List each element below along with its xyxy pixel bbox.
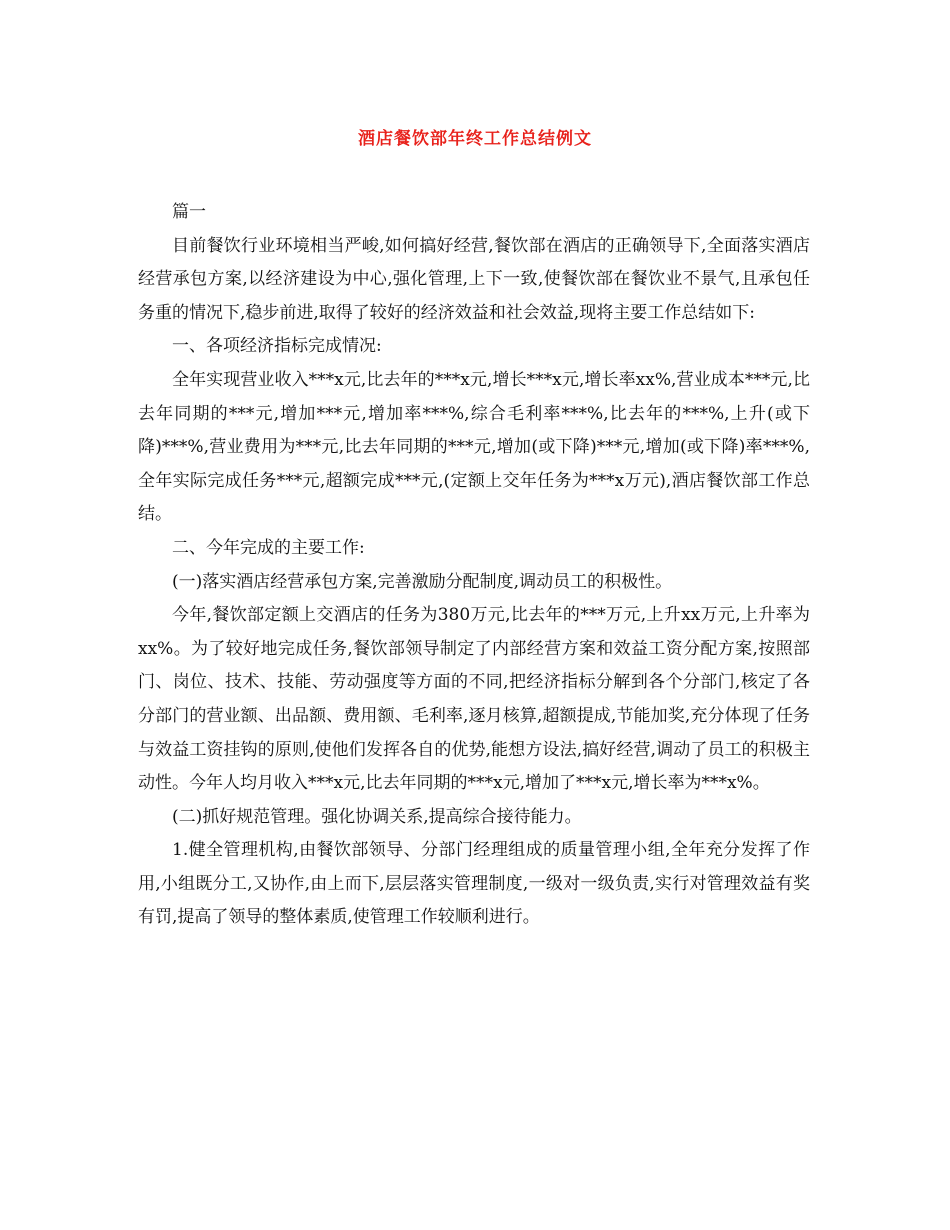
paragraph: 全年实现营业收入***x元,比去年的***x元,增长***x元,增长率xx%,营业成本***元,比去年同期的***元,增加***元,增加率***%,综合毛利率***%,比去年的***%,上升(或下降)***%,营业费用为***元,比去年同期的***元,增加(或下降)***元,增加(或下降)率***%,全年实际完成任务***元,超额完成***元,(定额上交年任务为***x万元),酒店餐饮部工作总结。 bbox=[138, 369, 810, 525]
paragraph: 篇一 bbox=[172, 202, 206, 222]
document-body bbox=[138, 196, 810, 935]
section-heading: 一、各项经济指标完成情况: bbox=[172, 336, 382, 357]
document-title: 酒店餐饮部年终工作总结例文 bbox=[358, 129, 592, 149]
paragraph: 今年,餐饮部定额上交酒店的任务为380万元,比去年的***万元,上升xx万元,上升率为xx%。为了较好地完成任务,餐饮部领导制定了内部经营方案和效益工资分配方案,按照部门、岗位、技术、技能、劳动强度等方面的不同,把经济指标分解到各个分部门,核定了各分部门的营业额、出品额、费用额、毛利率,逐月核算,超额提成,节能加奖,充分体现了任务与效益工资挂钩的原则,使他们发挥各自的优势,能想方设法,搞好经营,调动了员工的积极主动性。今年人均月收入***x元,比去年同期的***x元,增加了***x元,增长率为***x%。 bbox=[138, 605, 810, 794]
section-heading: 二、今年完成的主要工作: bbox=[172, 537, 365, 558]
paragraph: 1.健全管理机构,由餐饮部领导、分部门经理组成的质量管理小组,全年充分发挥了作用,小组既分工,又协作,由上而下,层层落实管理制度,一级对一级负责,实行对管理效益有奖有罚,提高了领导的整体素质,使管理工作较顺利进行。 bbox=[138, 840, 810, 928]
subsection-heading: (一)落实酒店经营承包方案,完善激励分配制度,调动员工的积极性。 bbox=[172, 571, 673, 592]
subsection-heading: (二)抓好规范管理。强化协调关系,提高综合接待能力。 bbox=[172, 806, 582, 827]
paragraph: 目前餐饮行业环境相当严峻,如何搞好经营,餐饮部在酒店的正确领导下,全面落实酒店经营承包方案,以经济建设为中心,强化管理,上下一致,使餐饮部在餐饮业不景气,且承包任务重的情况下,稳步前进,取得了较好的经济效益和社会效益,现将主要工作总结如下: bbox=[138, 235, 810, 323]
